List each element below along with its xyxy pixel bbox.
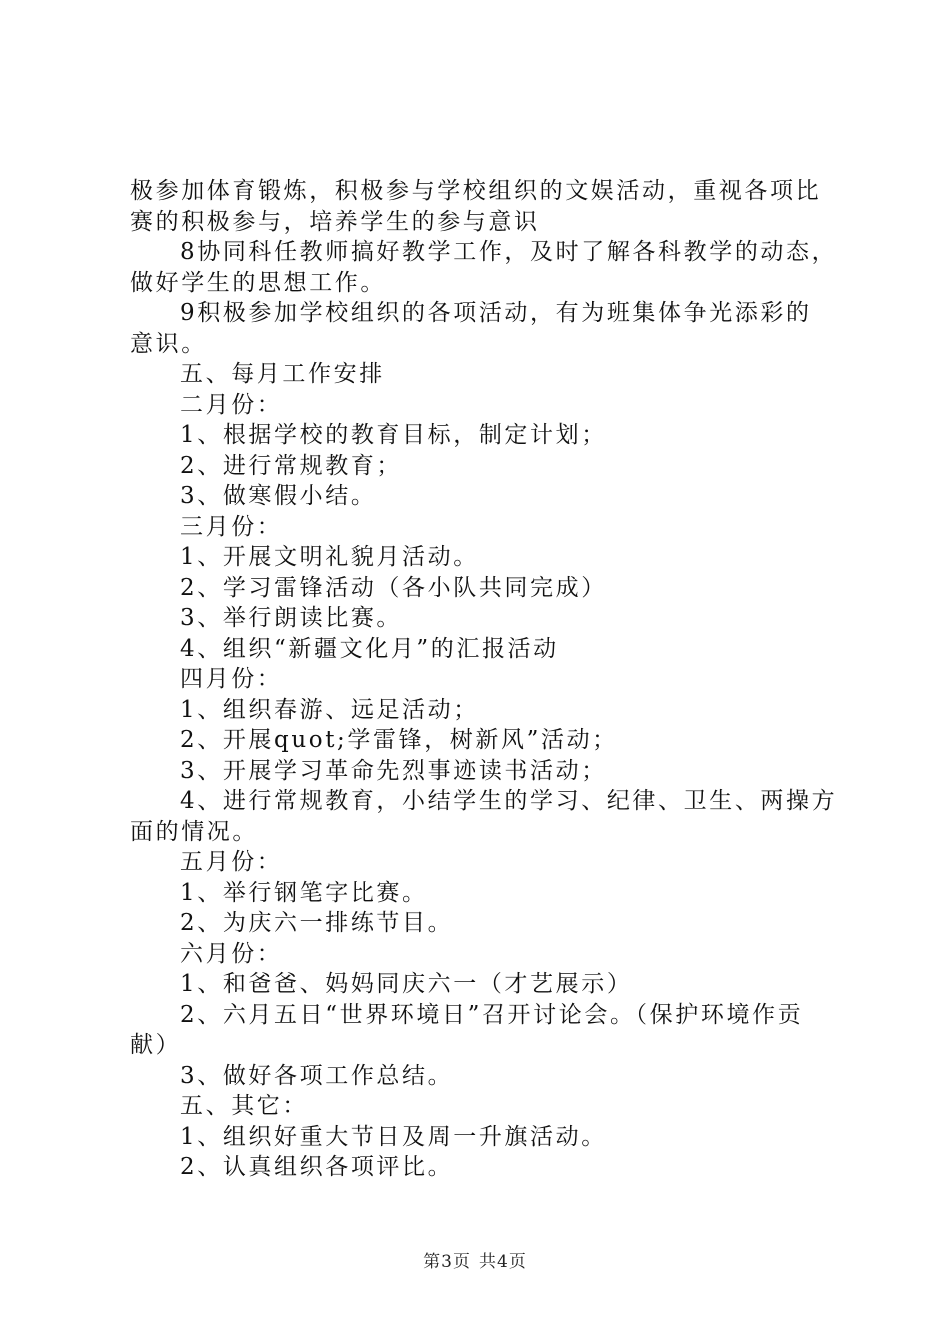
- text-line: 1、组织春游、远足活动；: [180, 696, 479, 723]
- document-body: [130, 176, 838, 1183]
- text-line: 五、其它：: [180, 1093, 308, 1119]
- text-line: 9积极参加学校组织的各项活动，有为班集体争光添彩的: [180, 300, 812, 326]
- text-line: 4、组织“新疆文化月”的汇报活动: [180, 635, 559, 662]
- text-line: 五月份：: [180, 849, 283, 875]
- text-line: 极参加体育锻炼，积极参与学校组织的文娱活动，重视各项比: [130, 178, 822, 204]
- text-line: 3、开展学习革命先烈事迹读书活动；: [180, 757, 607, 784]
- text-line: 六月份：: [180, 940, 283, 967]
- page-number-current: 第3页: [423, 1252, 471, 1272]
- text-line: 1、组织好重大节日及周一升旗活动。: [180, 1123, 607, 1150]
- text-line: 三月份：: [180, 513, 283, 540]
- text-line: 1、和爸爸、妈妈同庆六一（才艺展示）: [180, 971, 633, 997]
- text-line: 1、举行钢笔字比赛。: [180, 879, 428, 906]
- text-line: 2、进行常规教育；: [180, 452, 403, 479]
- text-line: 3、举行朗读比赛。: [180, 605, 403, 631]
- text-line: 3、做好各项工作总结。: [180, 1062, 454, 1089]
- text-line: 献）: [130, 1032, 182, 1058]
- text-line: 1、开展文明礼貌月活动。: [180, 544, 479, 570]
- text-line: 2、开展quot;学雷锋，树新风”活动；: [180, 727, 618, 753]
- text-line: 二月份：: [180, 391, 283, 418]
- text-line: 4、进行常规教育，小结学生的学习、纪律、卫生、两操方: [180, 788, 838, 814]
- text-line: 2、认真组织各项评比。: [180, 1154, 454, 1180]
- text-line: 五、每月工作安排: [180, 361, 385, 387]
- text-line: 意识。: [130, 330, 207, 357]
- text-line: 8协同科任教师搞好教学工作，及时了解各科教学的动态，: [180, 239, 838, 265]
- text-line: 2、六月五日“世界环境日”召开讨论会。（保护环境作贡: [180, 1001, 804, 1028]
- text-line: 1、根据学校的教育目标，制定计划；: [180, 422, 607, 448]
- text-line: 做好学生的思想工作。: [130, 269, 386, 296]
- text-line: 四月份：: [180, 666, 283, 692]
- text-line: 2、学习雷锋活动（各小队共同完成）: [180, 574, 607, 601]
- page-number-total: 共4页: [479, 1252, 527, 1272]
- page-footer: [0, 1247, 950, 1272]
- text-line: 2、为庆六一排练节目。: [180, 910, 454, 936]
- text-line: 3、做寒假小结。: [180, 483, 377, 509]
- text-line: 赛的积极参与，培养学生的参与意识: [130, 208, 540, 235]
- text-line: 面的情况。: [130, 818, 258, 845]
